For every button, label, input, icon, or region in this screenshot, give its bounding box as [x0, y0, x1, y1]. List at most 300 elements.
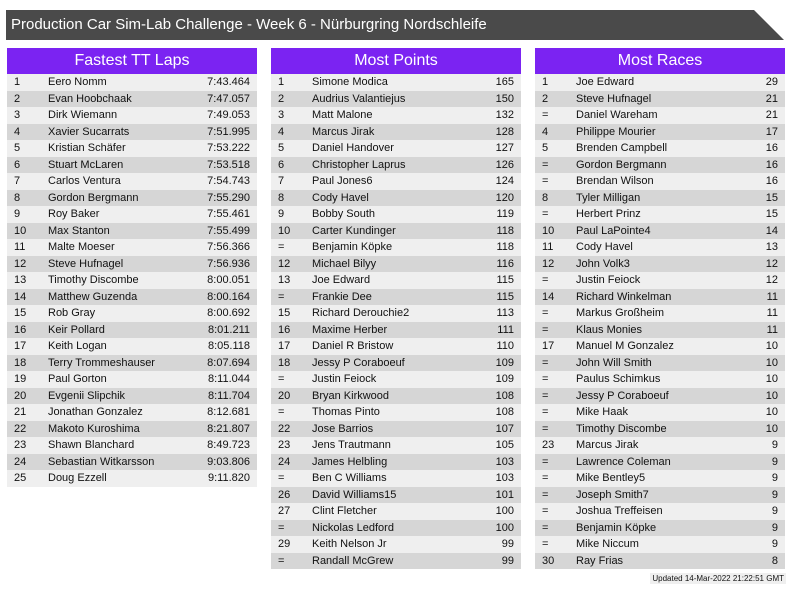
position-cell: 2 — [14, 92, 21, 105]
value-cell: 7:56.936 — [207, 257, 250, 270]
table-row — [7, 107, 257, 124]
value-cell: 119 — [496, 208, 514, 220]
driver-name-cell: Philippe Mourier — [576, 125, 656, 138]
position-cell: = — [278, 241, 285, 253]
value-cell: 16 — [765, 158, 778, 171]
value-cell: 7:55.290 — [207, 191, 250, 204]
position-cell: = — [278, 472, 285, 484]
value-cell: 7:56.366 — [207, 241, 250, 253]
driver-name-cell: Jessy P Coraboeuf — [576, 389, 669, 402]
table-row — [7, 223, 257, 240]
table-row — [271, 437, 521, 454]
value-cell: 7:55.499 — [207, 224, 250, 237]
position-cell: 23 — [14, 439, 27, 451]
rows-container — [7, 74, 257, 487]
value-cell: 10 — [765, 389, 778, 402]
panel-most-points — [271, 48, 521, 569]
driver-name-cell: Manuel M Gonzalez — [576, 340, 674, 352]
driver-name-cell: Roy Baker — [48, 208, 100, 220]
value-cell: 118 — [496, 241, 514, 253]
table-row — [535, 91, 785, 108]
position-cell: = — [542, 109, 549, 121]
position-cell: 8 — [278, 191, 285, 204]
driver-name-cell: Mike Niccum — [576, 538, 639, 550]
table-row — [7, 272, 257, 289]
driver-name-cell: Gordon Bergmann — [576, 158, 667, 171]
position-cell: 26 — [278, 488, 291, 501]
value-cell: 111 — [497, 323, 514, 336]
driver-name-cell: Terry Trommeshauser — [48, 356, 155, 369]
table-row — [7, 470, 257, 487]
value-cell: 8:11.044 — [207, 373, 250, 385]
table-row — [7, 74, 257, 91]
position-cell: 22 — [278, 422, 291, 435]
panel-header: Most Races — [535, 48, 785, 74]
driver-name-cell: Max Stanton — [48, 224, 110, 237]
table-row — [271, 256, 521, 273]
table-row — [7, 355, 257, 372]
position-cell: 14 — [14, 290, 27, 303]
table-row — [271, 520, 521, 537]
position-cell: = — [278, 521, 285, 534]
driver-name-cell: Richard Winkelman — [576, 290, 672, 303]
driver-name-cell: Gordon Bergmann — [48, 191, 139, 204]
driver-name-cell: Rob Gray — [48, 307, 96, 319]
position-cell: 16 — [278, 323, 291, 336]
updated-timestamp: Updated 14-Mar-2022 21:22:51 GMT — [652, 574, 784, 583]
table-row — [271, 223, 521, 240]
value-cell: 108 — [495, 406, 514, 418]
position-cell: 12 — [278, 257, 291, 270]
driver-name-cell: Christopher Laprus — [312, 158, 406, 171]
position-cell: 27 — [278, 505, 291, 517]
table-row — [535, 520, 785, 537]
driver-name-cell: Markus Großheim — [576, 307, 665, 319]
driver-name-cell: Keith Nelson Jr — [312, 538, 387, 550]
table-row — [7, 157, 257, 174]
position-cell: 10 — [542, 224, 555, 237]
panel-fastest-tt-laps — [7, 48, 257, 487]
table-row — [7, 421, 257, 438]
driver-name-cell: Makoto Kuroshima — [48, 422, 140, 435]
value-cell: 9 — [771, 538, 778, 550]
driver-name-cell: Richard Derouchie2 — [312, 307, 410, 319]
table-row — [535, 536, 785, 553]
value-cell: 7:49.053 — [207, 109, 250, 121]
table-row — [7, 437, 257, 454]
table-row — [535, 74, 785, 91]
driver-name-cell: Evgenii Slipchik — [48, 389, 126, 402]
value-cell: 8:21.807 — [207, 422, 250, 435]
position-cell: = — [542, 488, 549, 501]
driver-name-cell: Lawrence Coleman — [576, 455, 671, 468]
value-cell: 8 — [771, 554, 778, 567]
table-row — [535, 355, 785, 372]
page-title: Production Car Sim-Lab Challenge - Week 6 - Nürburgring Nordschleife — [11, 16, 487, 33]
driver-name-cell: Matthew Guzenda — [48, 290, 138, 303]
position-cell: 7 — [278, 175, 285, 187]
driver-name-cell: Sebastian Witkarsson — [48, 455, 155, 468]
position-cell: = — [542, 208, 549, 220]
value-cell: 21 — [765, 109, 778, 121]
driver-name-cell: Paul Jones6 — [312, 175, 373, 187]
table-row — [7, 404, 257, 421]
value-cell: 7:55.461 — [207, 208, 250, 220]
table-row — [535, 487, 785, 504]
table-row — [535, 404, 785, 421]
table-row — [535, 272, 785, 289]
position-cell: 25 — [14, 472, 27, 484]
table-row — [7, 239, 257, 256]
position-cell: 21 — [14, 406, 27, 418]
table-row — [271, 124, 521, 141]
table-row — [271, 272, 521, 289]
value-cell: 8:00.051 — [207, 274, 250, 286]
table-row — [535, 338, 785, 355]
table-row — [535, 140, 785, 157]
table-row — [271, 404, 521, 421]
table-row — [7, 388, 257, 405]
position-cell: 23 — [278, 439, 291, 451]
value-cell: 7:53.518 — [207, 158, 250, 171]
driver-name-cell: Jens Trautmann — [312, 439, 391, 451]
value-cell: 7:51.995 — [207, 125, 250, 138]
value-cell: 124 — [495, 175, 514, 187]
value-cell: 21 — [765, 92, 778, 105]
table-row — [7, 140, 257, 157]
driver-name-cell: Daniel Wareham — [576, 109, 658, 121]
driver-name-cell: Carlos Ventura — [48, 175, 121, 187]
table-row — [271, 107, 521, 124]
table-row — [535, 470, 785, 487]
position-cell: 13 — [14, 274, 27, 286]
table-row — [271, 553, 521, 570]
value-cell: 113 — [496, 307, 514, 319]
driver-name-cell: Shawn Blanchard — [48, 439, 135, 451]
table-row — [271, 487, 521, 504]
driver-name-cell: Bryan Kirkwood — [312, 389, 390, 402]
value-cell: 100 — [495, 521, 514, 534]
value-cell: 8:07.694 — [207, 356, 250, 369]
table-row — [271, 173, 521, 190]
value-cell: 16 — [765, 142, 778, 154]
value-cell: 11 — [766, 307, 778, 319]
table-row — [271, 190, 521, 207]
position-cell: = — [542, 356, 549, 369]
table-row — [271, 289, 521, 306]
driver-name-cell: Mike Haak — [576, 406, 628, 418]
title-banner — [6, 10, 786, 40]
value-cell: 115 — [496, 290, 514, 303]
position-cell: 3 — [278, 109, 285, 121]
driver-name-cell: Keith Logan — [48, 340, 107, 352]
position-cell: = — [542, 422, 549, 435]
driver-name-cell: Justin Feiock — [576, 274, 641, 286]
driver-name-cell: Xavier Sucarrats — [48, 125, 130, 138]
position-cell: 24 — [14, 455, 27, 468]
table-row — [535, 223, 785, 240]
driver-name-cell: Evan Hoobchaak — [48, 92, 132, 105]
value-cell: 10 — [765, 356, 778, 369]
value-cell: 10 — [765, 406, 778, 418]
value-cell: 128 — [495, 125, 514, 138]
position-cell: 23 — [542, 439, 555, 451]
position-cell: 9 — [14, 208, 21, 220]
position-cell: = — [278, 373, 285, 385]
position-cell: 11 — [14, 241, 26, 253]
driver-name-cell: Joseph Smith7 — [576, 488, 649, 501]
driver-name-cell: Jose Barrios — [312, 422, 374, 435]
table-row — [271, 305, 521, 322]
position-cell: 5 — [278, 142, 285, 154]
position-cell: = — [278, 554, 285, 567]
driver-name-cell: Maxime Herber — [312, 323, 388, 336]
driver-name-cell: Thomas Pinto — [312, 406, 380, 418]
driver-name-cell: Stuart McLaren — [48, 158, 124, 171]
position-cell: = — [542, 307, 549, 319]
table-row — [535, 256, 785, 273]
driver-name-cell: Dirk Wiemann — [48, 109, 118, 121]
position-cell: 15 — [14, 307, 27, 319]
value-cell: 103 — [495, 455, 514, 468]
position-cell: 12 — [14, 257, 27, 270]
position-cell: 12 — [542, 257, 555, 270]
table-row — [535, 421, 785, 438]
value-cell: 109 — [495, 373, 514, 385]
driver-name-cell: Jonathan Gonzalez — [48, 406, 143, 418]
driver-name-cell: Daniel R Bristow — [312, 340, 394, 352]
value-cell: 103 — [495, 472, 514, 484]
driver-name-cell: Jessy P Coraboeuf — [312, 356, 405, 369]
position-cell: = — [542, 323, 549, 336]
table-row — [7, 454, 257, 471]
value-cell: 9 — [771, 521, 778, 534]
driver-name-cell: Nickolas Ledford — [312, 521, 394, 534]
table-row — [271, 206, 521, 223]
position-cell: 20 — [14, 389, 27, 402]
value-cell: 10 — [765, 422, 778, 435]
table-row — [271, 157, 521, 174]
position-cell: 14 — [542, 290, 555, 303]
driver-name-cell: Joshua Treffeisen — [576, 505, 663, 517]
driver-name-cell: James Helbling — [312, 455, 388, 468]
table-row — [535, 454, 785, 471]
position-cell: 15 — [278, 307, 291, 319]
table-row — [271, 470, 521, 487]
value-cell: 8:49.723 — [207, 439, 250, 451]
value-cell: 105 — [495, 439, 514, 451]
position-cell: 4 — [14, 125, 21, 138]
value-cell: 8:05.118 — [207, 340, 250, 352]
value-cell: 99 — [501, 538, 514, 550]
position-cell: 10 — [14, 224, 27, 237]
value-cell: 109 — [495, 356, 514, 369]
position-cell: = — [542, 455, 549, 468]
position-cell: 19 — [14, 373, 27, 385]
value-cell: 101 — [495, 488, 514, 501]
position-cell: 16 — [14, 323, 27, 336]
value-cell: 7:53.222 — [207, 142, 250, 154]
driver-name-cell: Kristian Schäfer — [48, 142, 126, 154]
driver-name-cell: John Will Smith — [576, 356, 652, 369]
driver-name-cell: Joe Edward — [312, 274, 371, 286]
table-row — [271, 536, 521, 553]
driver-name-cell: Joe Edward — [576, 76, 635, 88]
table-row — [7, 305, 257, 322]
position-cell: 30 — [542, 554, 555, 567]
table-row — [7, 206, 257, 223]
panel-most-races — [535, 48, 785, 569]
position-cell: 4 — [278, 125, 285, 138]
value-cell: 150 — [495, 92, 514, 105]
value-cell: 8:11.704 — [207, 389, 250, 402]
driver-name-cell: Bobby South — [312, 208, 375, 220]
table-row — [7, 322, 257, 339]
position-cell: 2 — [278, 92, 285, 105]
driver-name-cell: Clint Fletcher — [312, 505, 377, 517]
value-cell: 8:12.681 — [207, 406, 250, 418]
value-cell: 116 — [496, 257, 514, 270]
table-row — [271, 503, 521, 520]
position-cell: 9 — [278, 208, 285, 220]
driver-name-cell: Randall McGrew — [312, 554, 394, 567]
value-cell: 17 — [765, 125, 778, 138]
driver-name-cell: Doug Ezzell — [48, 472, 107, 484]
driver-name-cell: Brendan Wilson — [576, 175, 654, 187]
driver-name-cell: Frankie Dee — [312, 290, 372, 303]
position-cell: = — [542, 505, 549, 517]
position-cell: 1 — [14, 76, 21, 88]
position-cell: 2 — [542, 92, 549, 105]
value-cell: 14 — [765, 224, 778, 237]
value-cell: 10 — [765, 373, 778, 385]
table-row — [7, 289, 257, 306]
driver-name-cell: Steve Hufnagel — [48, 257, 124, 270]
value-cell: 115 — [496, 274, 514, 286]
table-row — [535, 371, 785, 388]
driver-name-cell: Mike Bentley5 — [576, 472, 646, 484]
table-row — [535, 322, 785, 339]
position-cell: 1 — [278, 76, 285, 88]
driver-name-cell: Paulus Schimkus — [576, 373, 661, 385]
driver-name-cell: Steve Hufnagel — [576, 92, 652, 105]
position-cell: 29 — [278, 538, 291, 550]
position-cell: 10 — [278, 224, 291, 237]
value-cell: 11 — [766, 323, 778, 336]
position-cell: 5 — [14, 142, 21, 154]
table-row — [535, 289, 785, 306]
table-row — [535, 173, 785, 190]
position-cell: 7 — [14, 175, 21, 187]
driver-name-cell: Brenden Campbell — [576, 142, 668, 154]
driver-name-cell: Klaus Monies — [576, 323, 643, 336]
value-cell: 9 — [771, 472, 778, 484]
table-row — [271, 454, 521, 471]
table-row — [7, 371, 257, 388]
position-cell: = — [542, 175, 549, 187]
value-cell: 108 — [495, 389, 514, 402]
driver-name-cell: Cody Havel — [576, 241, 633, 253]
position-cell: 4 — [542, 125, 549, 138]
position-cell: 6 — [278, 158, 285, 171]
table-row — [7, 256, 257, 273]
value-cell: 165 — [495, 76, 514, 88]
position-cell: 20 — [278, 389, 291, 402]
driver-name-cell: Ben C Williams — [312, 472, 387, 484]
position-cell: = — [542, 389, 549, 402]
table-row — [535, 553, 785, 570]
value-cell: 12 — [765, 274, 778, 286]
value-cell: 107 — [495, 422, 514, 435]
value-cell: 7:54.743 — [207, 175, 250, 187]
position-cell: 5 — [542, 142, 549, 154]
table-row — [7, 91, 257, 108]
table-row — [271, 74, 521, 91]
driver-name-cell: David Williams15 — [312, 488, 397, 501]
table-row — [535, 206, 785, 223]
value-cell: 11 — [766, 290, 778, 303]
position-cell: 3 — [14, 109, 21, 121]
driver-name-cell: Justin Feiock — [312, 373, 377, 385]
value-cell: 127 — [495, 142, 514, 154]
value-cell: 118 — [496, 224, 514, 237]
value-cell: 9 — [771, 455, 778, 468]
panel-header: Fastest TT Laps — [7, 48, 257, 74]
table-row — [535, 124, 785, 141]
value-cell: 16 — [765, 175, 778, 187]
table-row — [535, 190, 785, 207]
table-row — [535, 305, 785, 322]
value-cell: 9:03.806 — [207, 455, 250, 468]
driver-name-cell: Simone Modica — [312, 76, 388, 88]
value-cell: 7:43.464 — [207, 76, 250, 88]
table-row — [271, 239, 521, 256]
position-cell: 17 — [278, 340, 291, 352]
position-cell: 8 — [14, 191, 21, 204]
table-row — [271, 338, 521, 355]
table-row — [271, 355, 521, 372]
value-cell: 126 — [495, 158, 514, 171]
value-cell: 8:01.211 — [207, 323, 250, 336]
rows-container — [271, 74, 521, 569]
value-cell: 15 — [765, 191, 778, 204]
position-cell: 18 — [14, 356, 27, 369]
driver-name-cell: Herbert Prinz — [576, 208, 641, 220]
table-row — [271, 140, 521, 157]
position-cell: 17 — [14, 340, 27, 352]
position-cell: 17 — [542, 340, 555, 352]
driver-name-cell: Tyler Milligan — [576, 191, 641, 204]
value-cell: 29 — [765, 76, 778, 88]
driver-name-cell: Audrius Valantiejus — [312, 92, 406, 105]
value-cell: 8:00.164 — [207, 290, 250, 303]
position-cell: 6 — [14, 158, 21, 171]
driver-name-cell: Marcus Jirak — [576, 439, 639, 451]
driver-name-cell: Marcus Jirak — [312, 125, 375, 138]
driver-name-cell: Keir Pollard — [48, 323, 105, 336]
driver-name-cell: Benjamin Köpke — [312, 241, 393, 253]
driver-name-cell: Benjamin Köpke — [576, 521, 657, 534]
value-cell: 99 — [501, 554, 514, 567]
driver-name-cell: Timothy Discombe — [576, 422, 667, 435]
position-cell: = — [542, 373, 549, 385]
position-cell: 13 — [278, 274, 291, 286]
table-row — [271, 421, 521, 438]
position-cell: = — [542, 472, 549, 484]
position-cell: 22 — [14, 422, 27, 435]
driver-name-cell: Carter Kundinger — [312, 224, 396, 237]
driver-name-cell: Eero Nomm — [48, 76, 107, 88]
